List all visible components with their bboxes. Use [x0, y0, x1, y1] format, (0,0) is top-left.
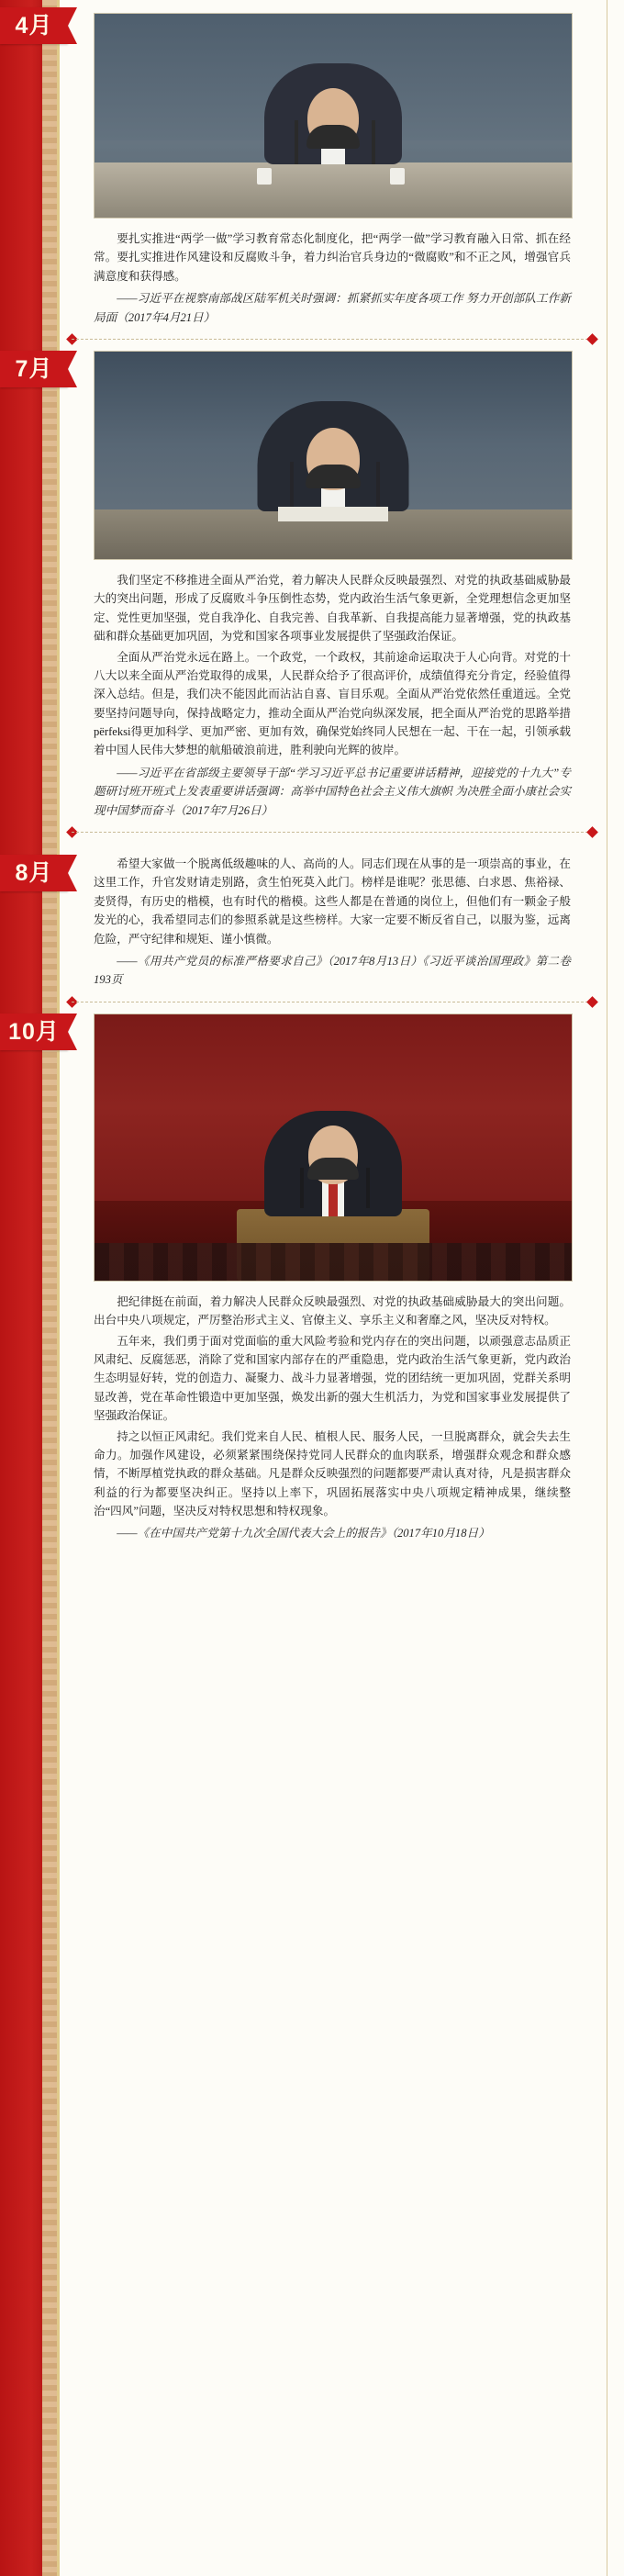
dashed-rule — [72, 832, 593, 833]
xi-report-at-party-congress-photo — [94, 1014, 573, 1282]
diamond-marker-right — [586, 333, 598, 345]
paragraph: 五年来，我们勇于面对党面临的重大风险考验和党内存在的突出问题，以顽强意志品质正风肃纪、反腐惩恶，消除了党和国家内部存在的严重隐患，党内政治生活气象更新，党内政治生态明显好转，党的创造力、凝聚力、战斗力显著增强，党的团结统一更加巩固，党群关系明显改善，党在革命性锻造中更加坚强，焕发出新的强大生机活力，为党和国家事业发展提供了坚强政治保证。 — [94, 1334, 571, 1423]
month-tag-july: 7月 — [0, 351, 68, 387]
month-tag-october: 10月 — [0, 1014, 68, 1050]
text-block-october — [94, 1293, 571, 1543]
dashed-rule — [72, 339, 593, 340]
section-august-content — [72, 855, 593, 990]
text-block-april — [94, 230, 571, 327]
paragraph: 要扎实推进“两学一做”学习教育常态化制度化，把“两学一做”学习教育融入日常、抓在经常。要扎实推进作风建设和反腐败斗争，着力纠治官兵身边的“微腐败”和不正之风，增强官兵满意度和获得感。 — [94, 232, 571, 283]
xi-at-provincial-seminar-photo — [94, 351, 573, 560]
section-divider-3 — [0, 990, 624, 1014]
source-citation: ——习近平在视察南部战区陆军机关时强调：抓紧抓实年度各项工作 努力开创部队工作新局面（2017年4月21日） — [94, 292, 571, 324]
section-divider-1 — [0, 327, 624, 351]
xi-speaking-at-meeting-photo — [94, 13, 573, 218]
diamond-marker-right — [586, 826, 598, 838]
month-tag-april: 4月 — [0, 7, 68, 44]
photo-wrap-october — [94, 1014, 571, 1282]
source-citation: ——《用共产党员的标准严格要求自己》（2017年8月13日）《习近平谈治国理政》第二卷193页 — [94, 954, 571, 987]
paragraph: 把纪律挺在前面，着力解决人民群众反映最强烈、对党的执政基础威胁最大的突出问题。出台中央八项规定，严厉整治形式主义、官僚主义、享乐主义和奢靡之风，坚决反对特权。 — [94, 1294, 571, 1327]
diamond-marker-right — [586, 996, 598, 1008]
section-april — [0, 0, 624, 327]
text-block-august — [94, 855, 571, 990]
section-october — [0, 1014, 624, 1543]
section-divider-2 — [0, 820, 624, 844]
photo-wrap-july — [94, 351, 571, 560]
photo-wrap-april — [94, 13, 571, 218]
paragraph: 希望大家做一个脱离低级趣味的人、高尚的人。同志们现在从事的是一项崇高的事业，在这里工作，升官发财请走别路，贪生怕死莫入此门。榜样是谁呢？张思德、白求恩、焦裕禄、麦贤得，有历史的楷模，也有时代的楷模。这些人都是在普通的岗位上，但他们有一颗金子般发光的心，我希望同志们的参照系就是这些榜样。大家一定要不断反省自己，以服为鉴，远离危险，严守纪律和规矩、谨小慎微。 — [94, 857, 571, 946]
section-july-content — [72, 351, 593, 820]
section-october-content — [72, 1014, 593, 1543]
source-citation: ——《在中国共产党第十九次全国代表大会上的报告》（2017年10月18日） — [117, 1527, 490, 1540]
section-april-content — [72, 13, 593, 327]
paragraph: 全面从严治党永远在路上。一个政党，一个政权，其前途命运取决于人心向背。对党的十八大以来全面从严治党取得的成果，人民群众给予了很高评价，成绩值得充分肯定，经验值得深入总结。但是，我们决不能因此而沾沾自喜、盲目乐观。全面从严治党依然任重道远。全党要坚持问题导向，保持战略定力，推动全面从严治党向纵深发展，把全面从严治党的思路举措përfeksi得更加科学、更加严密、更加有效，确保党始终同人民想在一起、干在一起，引领承载着中国人民伟大梦想的航船破浪前进，胜利驶向光辉的彼岸。 — [94, 650, 571, 757]
section-august — [0, 855, 624, 990]
paragraph: 持之以恒正风肃纪。我们党来自人民、植根人民、服务人民，一旦脱离群众，就会失去生命力。加强作风建设，必须紧紧围绕保持党同人民群众的血肉联系，增强群众观念和群众感情，不断厚植党执政的群众基础。凡是群众反映强烈的问题都要严肃认真对待，凡是损害群众利益的行为都要坚决纠正。坚持以上率下，巩固拓展落实中央八项规定精神成果，继续整治“四风”问题，坚决反对特权思想和特权现象。 — [94, 1429, 571, 1518]
source-citation: ——习近平在省部级主要领导干部“学习习近平总书记重要讲话精神，迎接党的十九大”专题研讨班开班式上发表重要讲话强调：高举中国特色社会主义伟大旗帜 为决胜全面小康社会实现中国梦而奋斗（2017年7月26日） — [94, 766, 571, 817]
month-tag-august: 8月 — [0, 855, 68, 891]
text-block-july — [94, 571, 571, 820]
section-july — [0, 351, 624, 820]
paragraph: 我们坚定不移推进全面从严治党，着力解决人民群众反映最强烈、对党的执政基础威胁最大的突出问题，形成了反腐败斗争压倒性态势，党内政治生活气象更新，全党理想信念更加坚定、党性更加坚强，党自我净化、自我完善、自我革新、自我提高能力显著增强，党的执政基础和群众基础更加巩固，为党和国家各项事业发展提供了坚强政治保证。 — [94, 573, 571, 644]
